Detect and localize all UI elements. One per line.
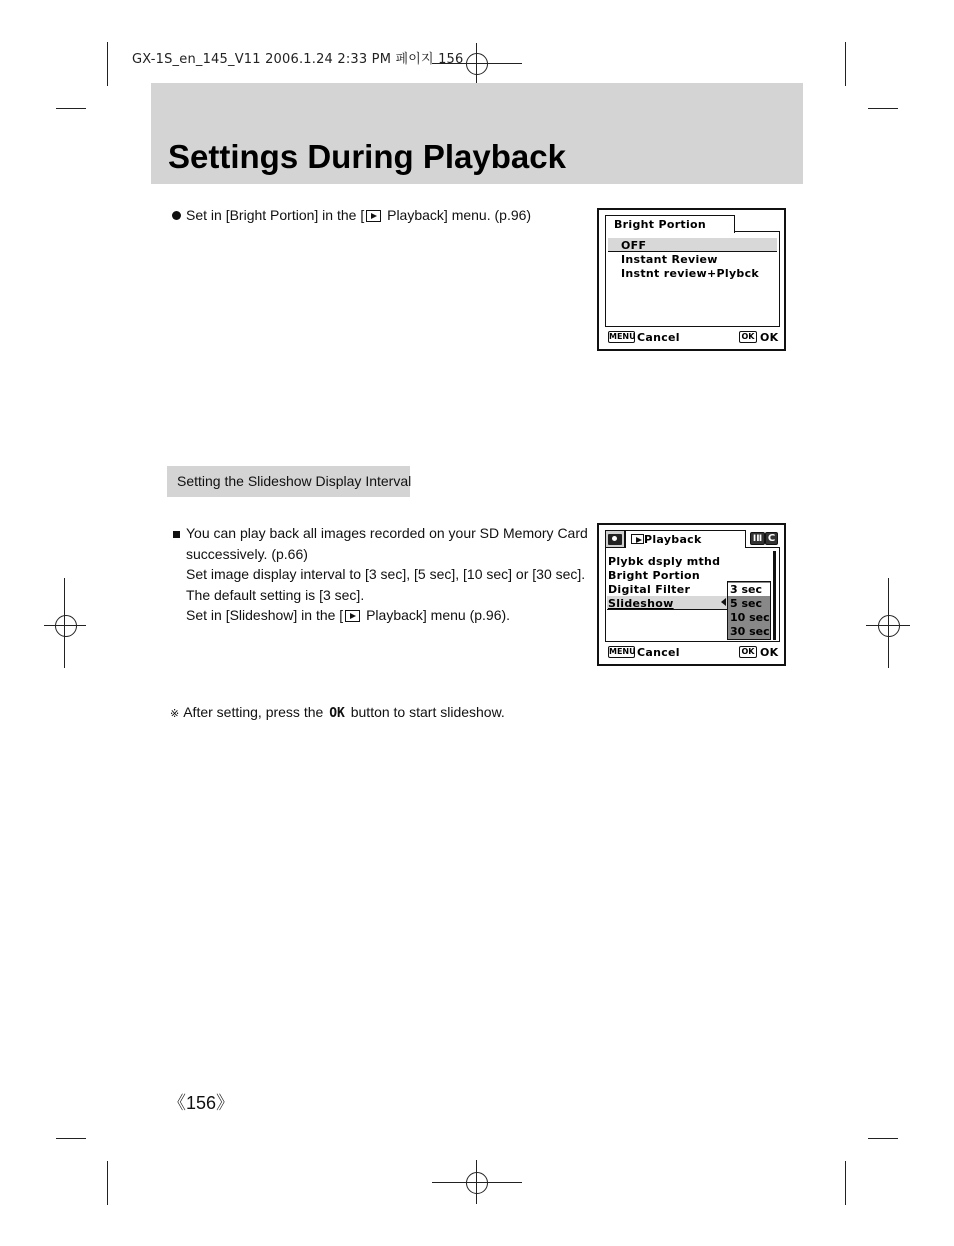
ok-label[interactable]: OK [760, 646, 779, 659]
arrow-left-icon [721, 598, 726, 606]
playback-icon [345, 610, 360, 622]
tab-custom[interactable]: C [765, 532, 778, 545]
scrollbar[interactable] [773, 551, 776, 640]
playback-icon [631, 534, 644, 544]
description-line: successively. (p.66) [186, 545, 308, 562]
ok-key-icon: OK [739, 331, 757, 343]
slideshow-text-after: Playback] menu (p.96). [362, 607, 511, 623]
print-header: GX-1S_en_145_V11 2006.1.24 2:33 PM 페이지 156 [132, 52, 464, 67]
interval-option-10-sec[interactable]: 10 sec [730, 611, 770, 624]
bright-portion-instruction [186, 205, 531, 226]
ok-button-glyph: OK [329, 706, 345, 721]
option-instant-review[interactable]: Instant Review [621, 253, 718, 266]
bullet-dot [172, 211, 181, 220]
bullet-square [173, 531, 180, 538]
description-line: You can play back all images recorded on your SD Memory Card [186, 525, 588, 541]
interval-option-5-sec[interactable]: 5 sec [730, 597, 763, 610]
menu-item-slideshow[interactable]: Slideshow [608, 597, 674, 610]
bright-portion-screen [597, 208, 786, 351]
menu-item-plybk-dsply-mthd[interactable]: Plybk dsply mthd [608, 555, 721, 568]
tab-setup[interactable]: ⅠⅡ [750, 532, 765, 545]
note-text-before: After setting, press the [183, 704, 328, 720]
slideshow-interval-dropdown[interactable] [727, 581, 771, 640]
instruction-text-after: Playback] menu. (p.96) [383, 207, 532, 223]
cancel-label[interactable]: Cancel [637, 646, 680, 659]
description-line-menu [186, 605, 588, 626]
camera-icon [608, 534, 622, 545]
section-label: Setting the Slideshow Display Interval [167, 466, 410, 497]
slideshow-description [186, 523, 588, 626]
interval-option-3-sec[interactable]: 3 sec [728, 583, 770, 596]
note-symbol: ※ [170, 707, 180, 720]
note-text-after: button to start slideshow. [346, 704, 505, 720]
note [170, 702, 505, 725]
playback-menu-screen [597, 523, 786, 666]
menu-key-icon: MENU [609, 332, 636, 341]
page-title: Settings During Playback [168, 138, 566, 175]
ok-key-icon: OK [739, 646, 757, 658]
description-line: Set image display interval to [3 sec], [5 sec], [10 sec] or [30 sec]. [186, 566, 586, 582]
page-number: 《156》 [168, 1093, 235, 1113]
description-line: The default setting is [3 sec]. [186, 586, 365, 603]
playback-icon [366, 210, 381, 222]
menu-key-icon: MENU [609, 647, 636, 656]
menu-item-digital-filter[interactable]: Digital Filter [608, 583, 691, 596]
instruction-text-before: Set in [Bright Portion] in the [ [186, 207, 365, 223]
menu-tab-title: Bright Portion [614, 218, 707, 231]
cancel-label[interactable]: Cancel [637, 331, 680, 344]
playback-tab-title: Playback [644, 533, 702, 546]
slideshow-text-before: Set in [Slideshow] in the [ [186, 607, 344, 623]
option-off[interactable]: OFF [621, 239, 647, 252]
option-instant-review-playback[interactable]: Instnt review+Plybck [621, 267, 760, 280]
ok-label[interactable]: OK [760, 331, 779, 344]
interval-option-30-sec[interactable]: 30 sec [730, 625, 770, 638]
menu-item-bright-portion[interactable]: Bright Portion [608, 569, 701, 582]
